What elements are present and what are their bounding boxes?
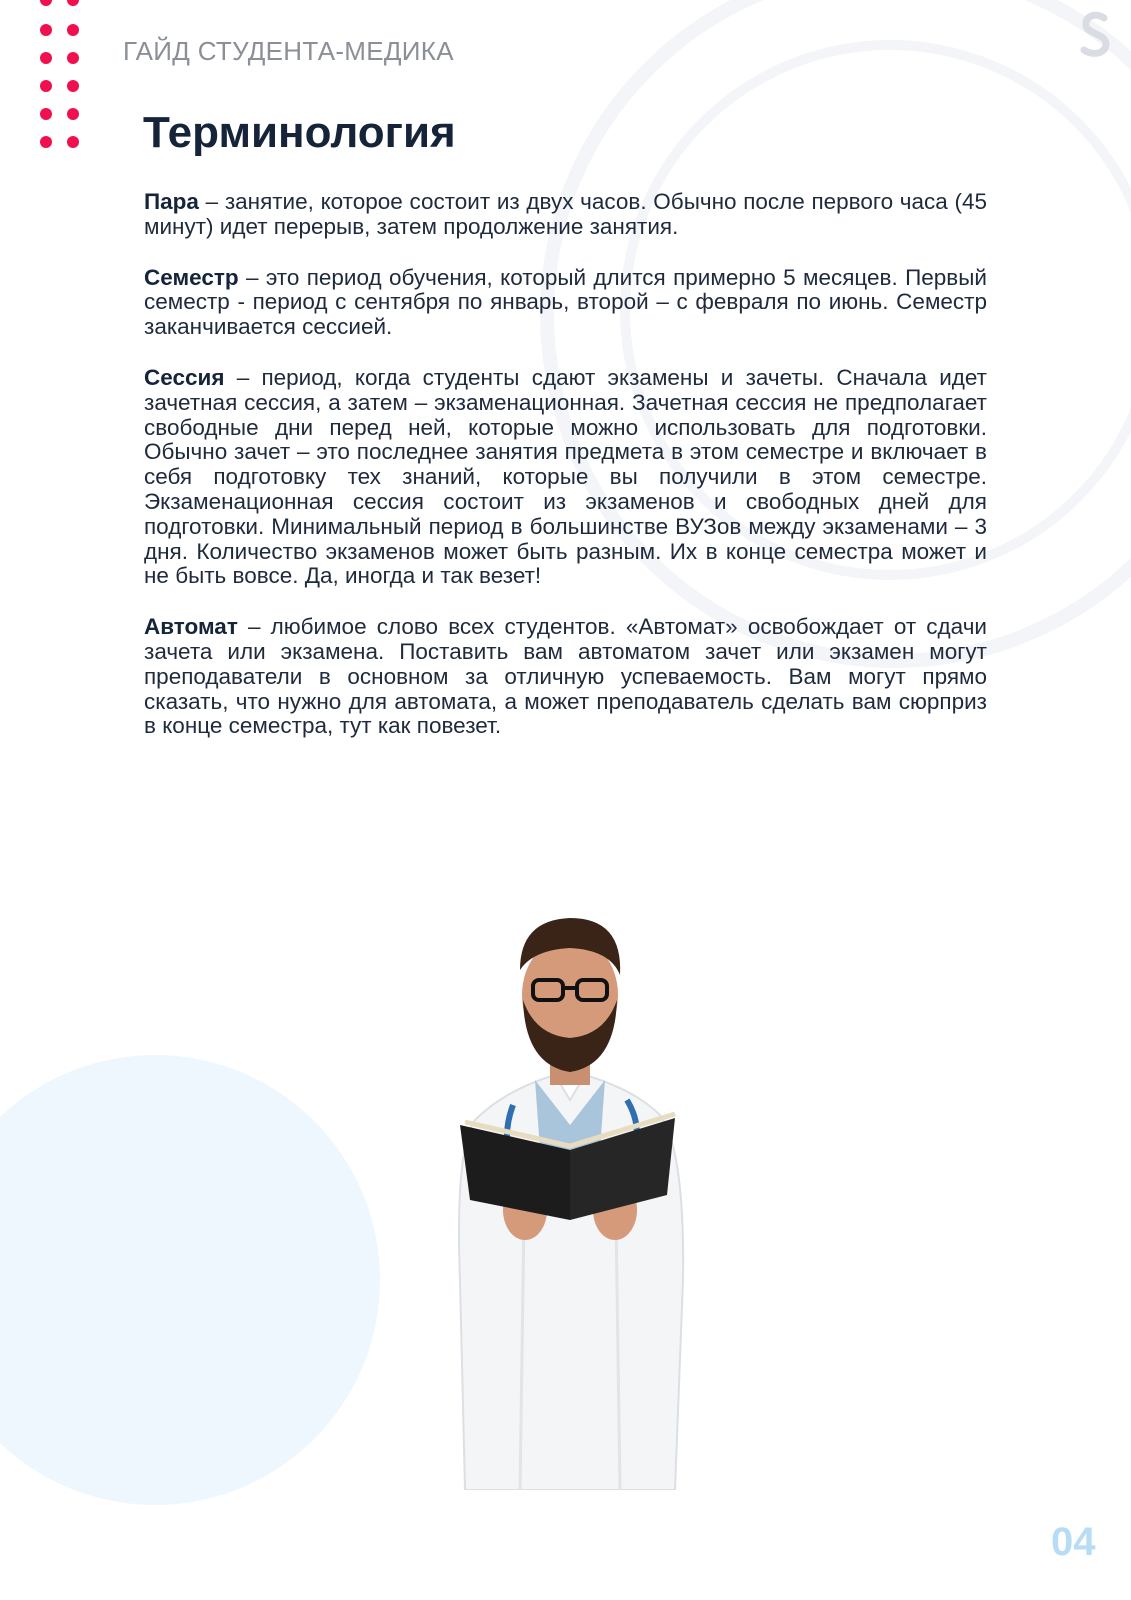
- term-semester: [144, 266, 987, 340]
- logo-icon: [1078, 10, 1114, 60]
- term-definition: – это период обучения, который длится примерно 5 месяцев. Первый семестр - период с сентября по январь, второй – с февраля по июнь. Семестр заканчивается сессией.: [144, 264, 987, 340]
- term-name: Семестр: [144, 264, 239, 290]
- term-name: Сессия: [144, 364, 225, 390]
- terms-list: [144, 190, 987, 765]
- background-circle: [0, 1055, 380, 1505]
- term-definition: – занятие, которое состоит из двух часов. Обычно после первого часа (45 минут) идет перерыв, затем продолжение занятия.: [144, 189, 987, 239]
- doctor-reading-book-image: [405, 850, 735, 1490]
- term-para: [144, 190, 987, 240]
- term-definition: – любимое слово всех студентов. «Автомат» освобождает от сдачи зачета или экзамена. Поставить вам автоматом зачет или экзамен могут преподаватели в основном за отличную успеваемость. Вам могут прямо сказать, что нужно для автомата, а может преподаватель сделать вам сюрприз в конце семестра, тут как повезет.: [144, 614, 987, 739]
- page-title: Терминология: [143, 108, 456, 157]
- term-name: Автомат: [144, 614, 238, 640]
- page-number: 04: [1051, 1520, 1096, 1564]
- header-title: ГАЙД СТУДЕНТА-МЕДИКА: [123, 36, 454, 66]
- term-definition: – период, когда студенты сдают экзамены и зачеты. Сначала идет зачетная сессия, а затем – экзаменационная. Зачетная сессия не предполагает свободные дни перед ней, которые можно использовать для подготовки. Обычно зачет – это последнее занятия предмета в этом семестре и включает в себя подготовку тех знаний, которые вы получили в этом семестре. Экзаменационная сессия состоит из экзаменов и свободных дней для подготовки. Минимальный период в большинстве ВУЗов между экзаменами – 3 дня. Количество экзаменов может быть разным. Их в конце семестра может и не быть вовсе. Да, иногда и так везет!: [144, 364, 987, 589]
- term-name: Пара: [144, 189, 199, 214]
- term-session: [144, 366, 987, 589]
- term-automat: [144, 615, 987, 739]
